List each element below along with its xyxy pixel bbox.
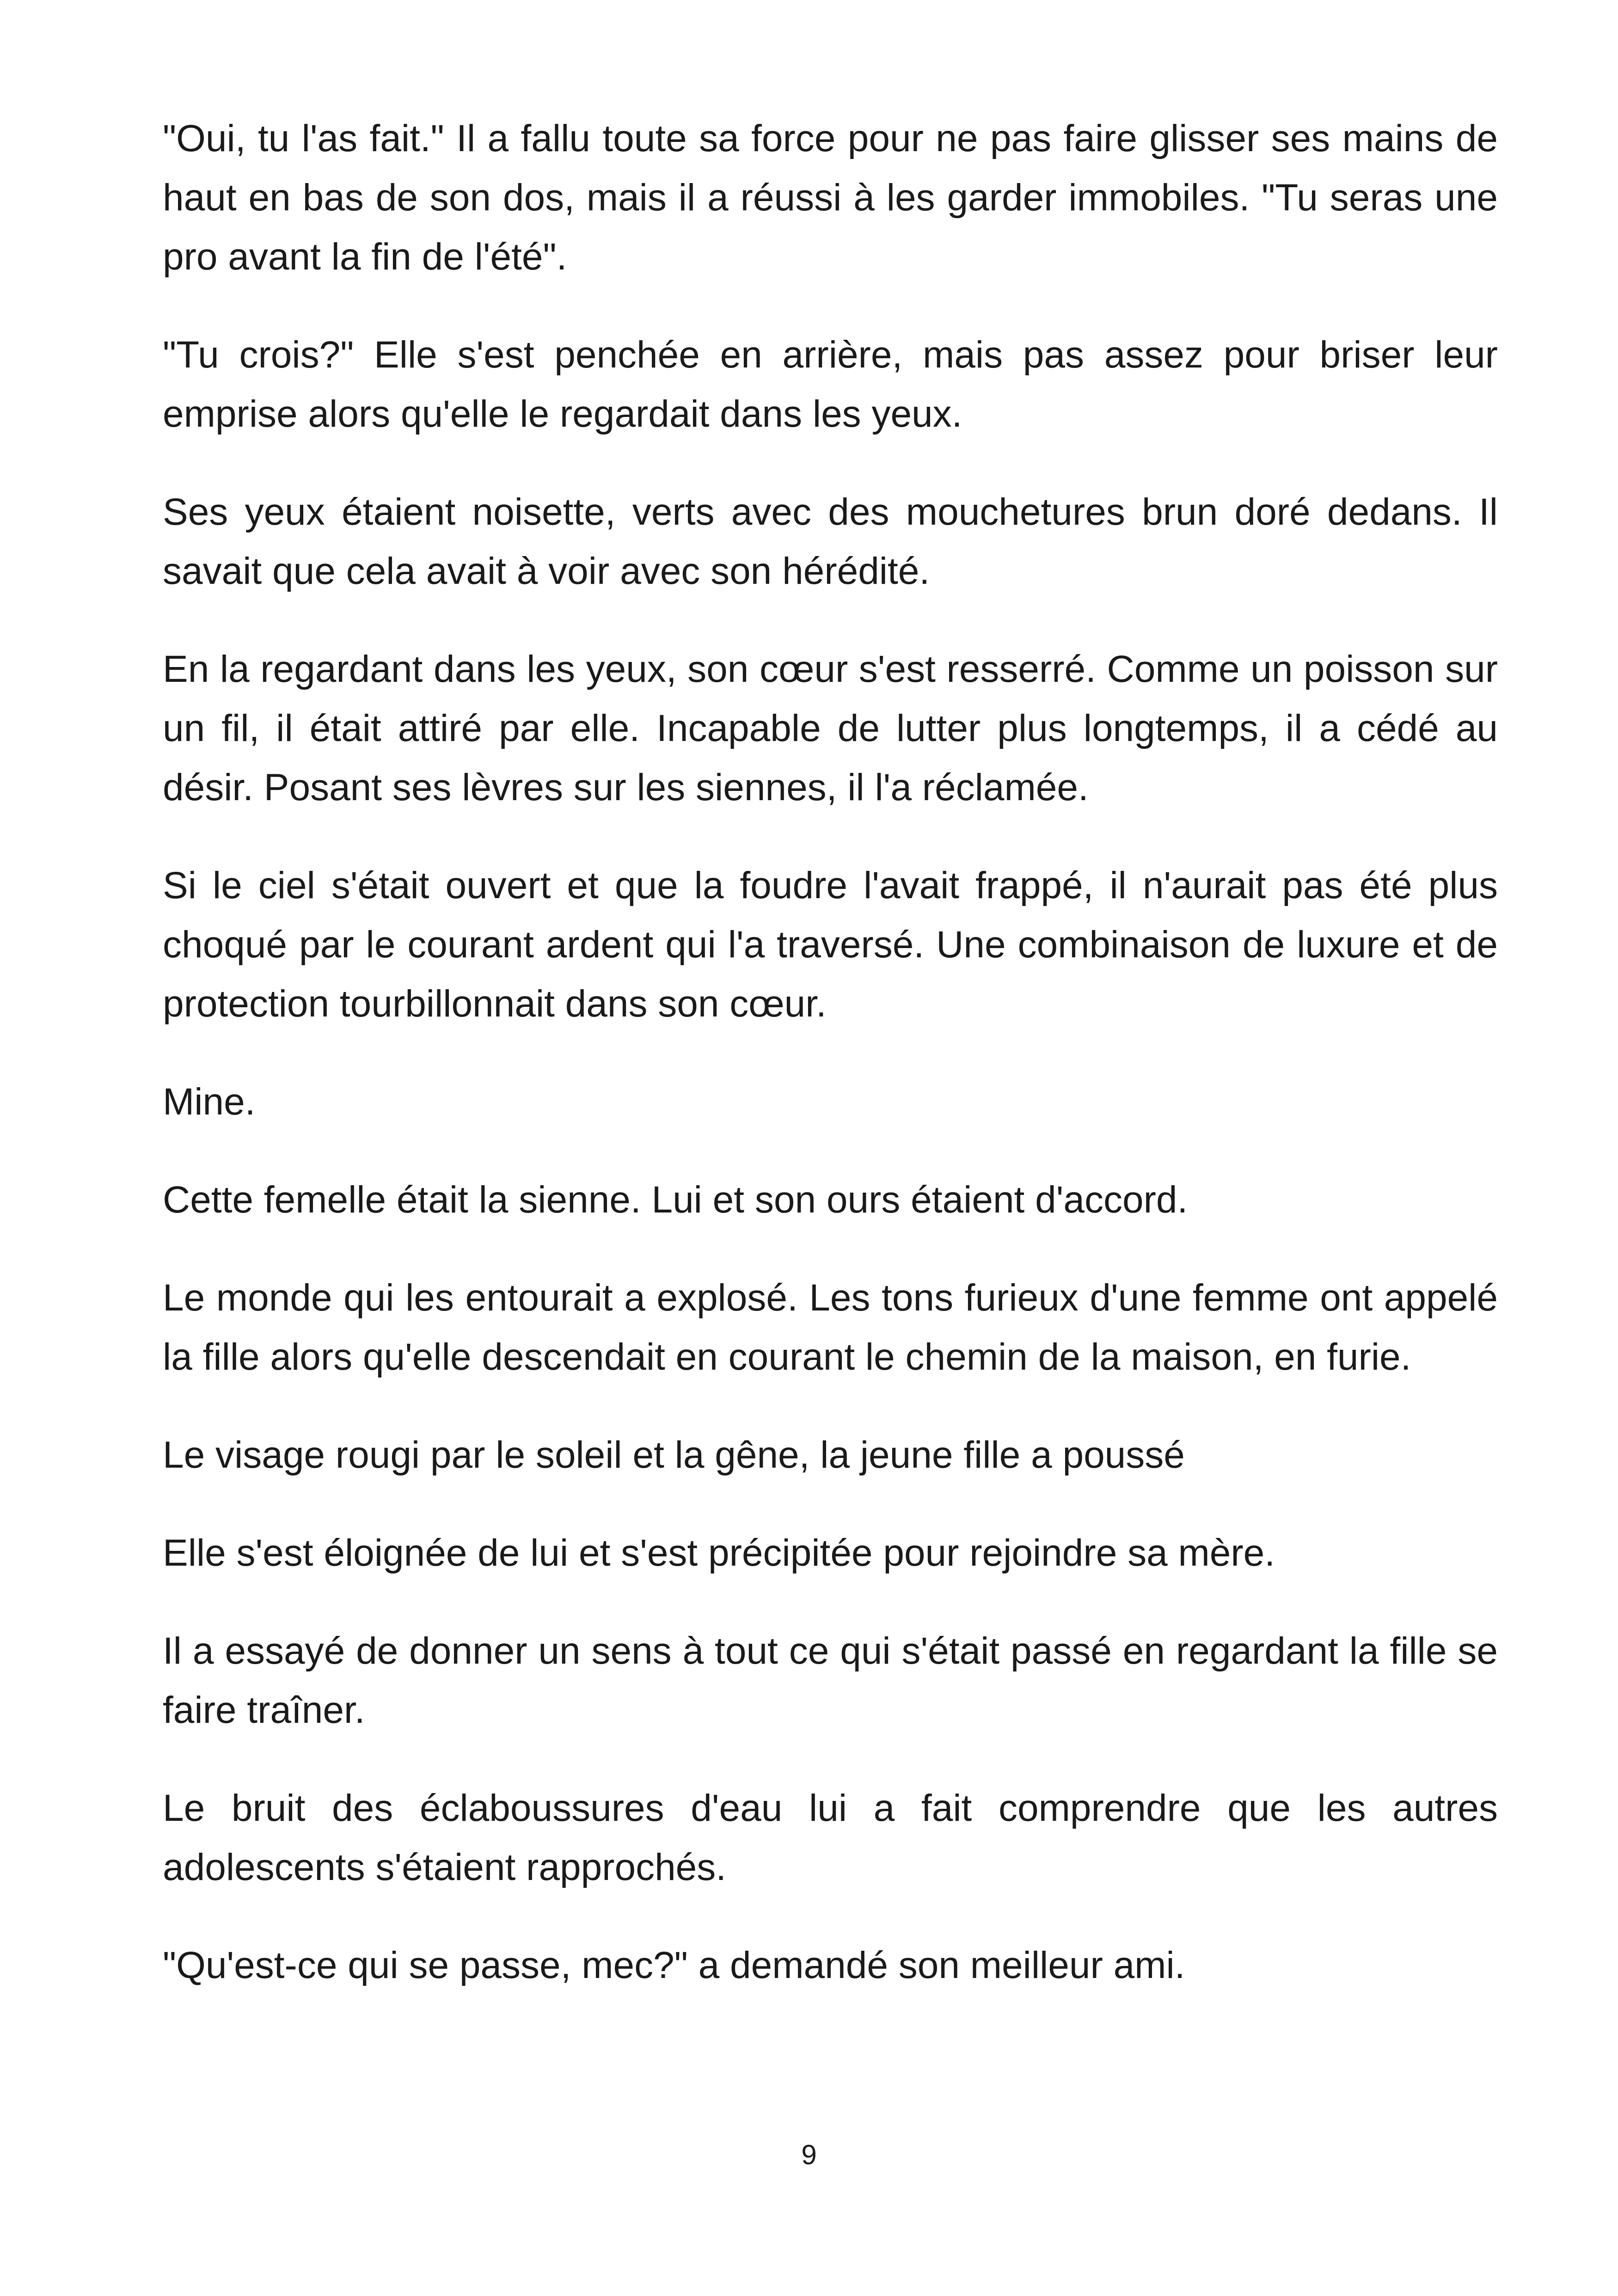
paragraph: Si le ciel s'était ouvert et que la foudre l'avait frappé, il n'aurait pas été plus choqué par le courant ardent qui l'a traversé. Une combinaison de luxure et de protection tourbillonnait dans son cœur. bbox=[163, 864, 1498, 1025]
paragraph: Il a essayé de donner un sens à tout ce qui s'était passé en regardant la fille se faire traîner. bbox=[163, 1630, 1498, 1731]
paragraph: "Qu'est-ce qui se passe, mec?" a demandé son meilleur ami. bbox=[163, 1944, 1185, 1986]
paragraph: Elle s'est éloignée de lui et s'est précipitée pour rejoindre sa mère. bbox=[163, 1532, 1275, 1574]
paragraph: Le monde qui les entourait a explosé. Les tons furieux d'une femme ont appelé la fille alors qu'elle descendait en courant le chemin de la maison, en furie. bbox=[163, 1277, 1498, 1378]
paragraph: "Oui, tu l'as fait." Il a fallu toute sa force pour ne pas faire glisser ses mains de haut en bas de son dos, mais il a réussi à les garder immobiles. "Tu seras une pro avant la fin de l'été". bbox=[163, 117, 1498, 278]
paragraph: Le bruit des éclaboussures d'eau lui a fait comprendre que les autres adolescents s'étaient rapprochés. bbox=[163, 1787, 1498, 1888]
paragraph: Mine. bbox=[163, 1081, 256, 1123]
page-number: 9 bbox=[801, 2139, 817, 2170]
paragraph: "Tu crois?" Elle s'est penchée en arrière, mais pas assez pour briser leur emprise alors qu'elle le regardait dans les yeux. bbox=[163, 334, 1498, 435]
paragraph: Le visage rougi par le soleil et la gêne, la jeune fille a poussé bbox=[163, 1434, 1185, 1476]
document-body bbox=[163, 109, 1498, 2034]
paragraph: Ses yeux étaient noisette, verts avec des mouchetures brun doré dedans. Il savait que cela avait à voir avec son hérédité. bbox=[163, 491, 1498, 592]
paragraph: Cette femelle était la sienne. Lui et son ours étaient d'accord. bbox=[163, 1179, 1188, 1221]
paragraph: En la regardant dans les yeux, son cœur s'est resserré. Comme un poisson sur un fil, il était attiré par elle. Incapable de lutter plus longtemps, il a cédé au désir. Posant ses lèvres sur les siennes, il l'a réclamée. bbox=[163, 648, 1498, 808]
